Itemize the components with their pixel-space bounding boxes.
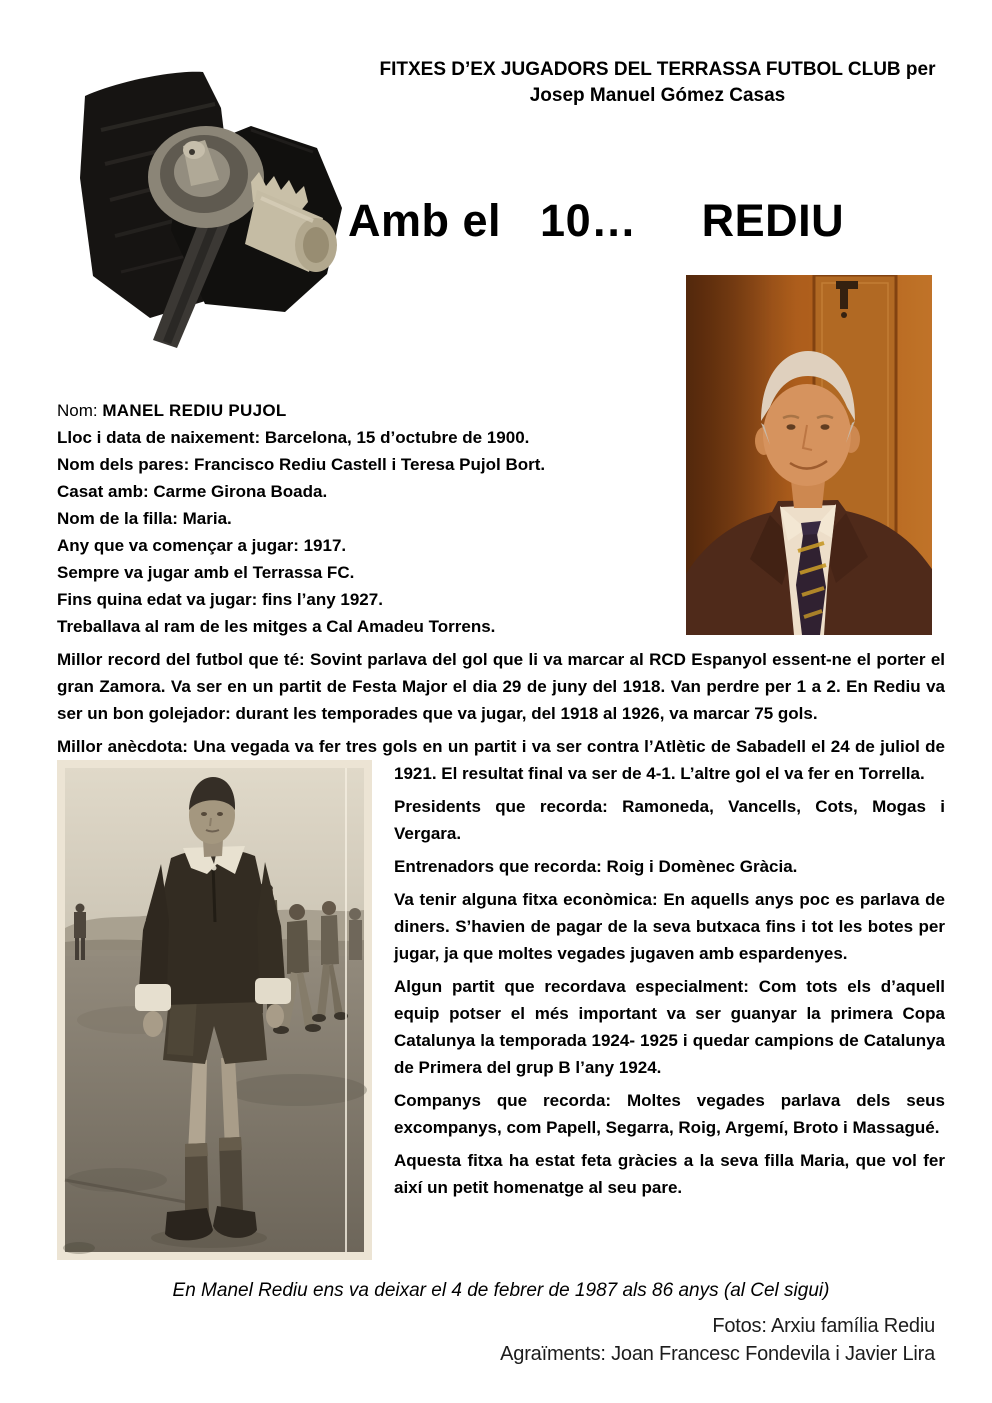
header-line1: FITXES D’EX JUGADORS DEL TERRASSA FUTBOL CLUB per [379, 59, 936, 80]
header-line2: Josep Manuel Gómez Casas [529, 85, 786, 106]
player-name: MANEL REDIU PUJOL [102, 401, 287, 420]
detail-line: Any que va començar a jugar: 1917. [57, 536, 347, 555]
detail-line: Fins quina edat va jugar: fins l’any 1927. [57, 590, 383, 609]
credit-agraiments: Agraïments: Joan Francesc Fondevila i Javier Lira [500, 1343, 935, 1365]
paragraph-companys: Companys que recorda: Moltes vegades parlava dels seus excompanys, com Papell, Segarra, Roig, Argemí, Broto i Massagué. [394, 1091, 945, 1137]
camera-illustration [55, 58, 345, 348]
paragraph-algun-partit: Algun partit que recordava especialment: Com tots els d’aquell equip potser el més important va ser guanyar la primera Copa Catalunya la temporada 1924- 1925 i quedar campions de Catalunya de Primera del grup B l’any 1924. [394, 977, 945, 1077]
field-photo-illustration [57, 760, 372, 1260]
detail-line: Casat amb: Carme Girona Boada. [57, 482, 328, 501]
memorial-line: En Manel Rediu ens va deixar el 4 de febrer de 1987 als 86 anys (al Cel sigui) [172, 1280, 830, 1301]
paragraph-homenatge: Aquesta fitxa ha estat feta gràcies a la seva filla Maria, que vol fer així un petit homenatge al seu pare. [394, 1151, 945, 1197]
detail-line: Nom de la filla: Maria. [57, 509, 232, 528]
detail-nom [57, 397, 945, 424]
anecdota-part2: de 1921. El resultat final va ser de 4-1. L’altre gol el va fer en Torrella. [394, 737, 946, 783]
document-header [345, 57, 970, 109]
nom-label: Nom: [57, 401, 103, 420]
detail-line: Nom dels pares: Francisco Rediu Castell i Teresa Pujol Bort. [57, 455, 546, 474]
paragraph-millor-anecdota [57, 733, 945, 787]
detail-line: Sempre va jugar amb el Terrassa FC. [57, 563, 355, 582]
article-body [57, 391, 945, 1368]
credits-block [57, 1312, 945, 1368]
manel-rediu-footballer-field-photo [57, 760, 372, 1260]
anecdota-part1: Millor anècdota: Una vegada va fer tres gols en un partit i va ser contra l’Atlètic de Sabadell el 24 de juliol [57, 737, 920, 756]
paragraph-millor-record: Millor record del futbol que té: Sovint parlava del gol que li va marcar al RCD Espanyol essent-ne el porter el gran Zamora. Va ser en un partit de Festa Major el dia 29 de juny del 1918. Van perdre per 1 a 2. En Rediu va ser un bon golejador: durant les temporades que va jugar, del 1918 al 1926, va marcar 75 gols. [57, 650, 945, 723]
detail-line: Treballava al ram de les mitges a Cal Amadeu Torrens. [57, 617, 496, 636]
page-title: Amb el 10… REDIU [348, 195, 845, 246]
paragraph-fitxa-economica: Va tenir alguna fitxa econòmica: En aquells anys poc es parlava de diners. S’havien de pagar de la seva butxaca fins i tot les botes per jugar, ja que moltes vegades jugaven amb espardenyes. [394, 890, 945, 963]
paragraph-presidents: Presidents que recorda: Ramoneda, Vancells, Cots, Mogas i Vergara. [394, 797, 945, 843]
detail-line: Lloc i data de naixement: Barcelona, 15 d’octubre de 1900. [57, 428, 530, 447]
paragraph-entrenadors: Entrenadors que recorda: Roig i Domènec Gràcia. [394, 857, 798, 876]
credit-fotos: Fotos: Arxiu família Rediu [712, 1315, 935, 1337]
vintage-camera-photo [55, 58, 345, 348]
